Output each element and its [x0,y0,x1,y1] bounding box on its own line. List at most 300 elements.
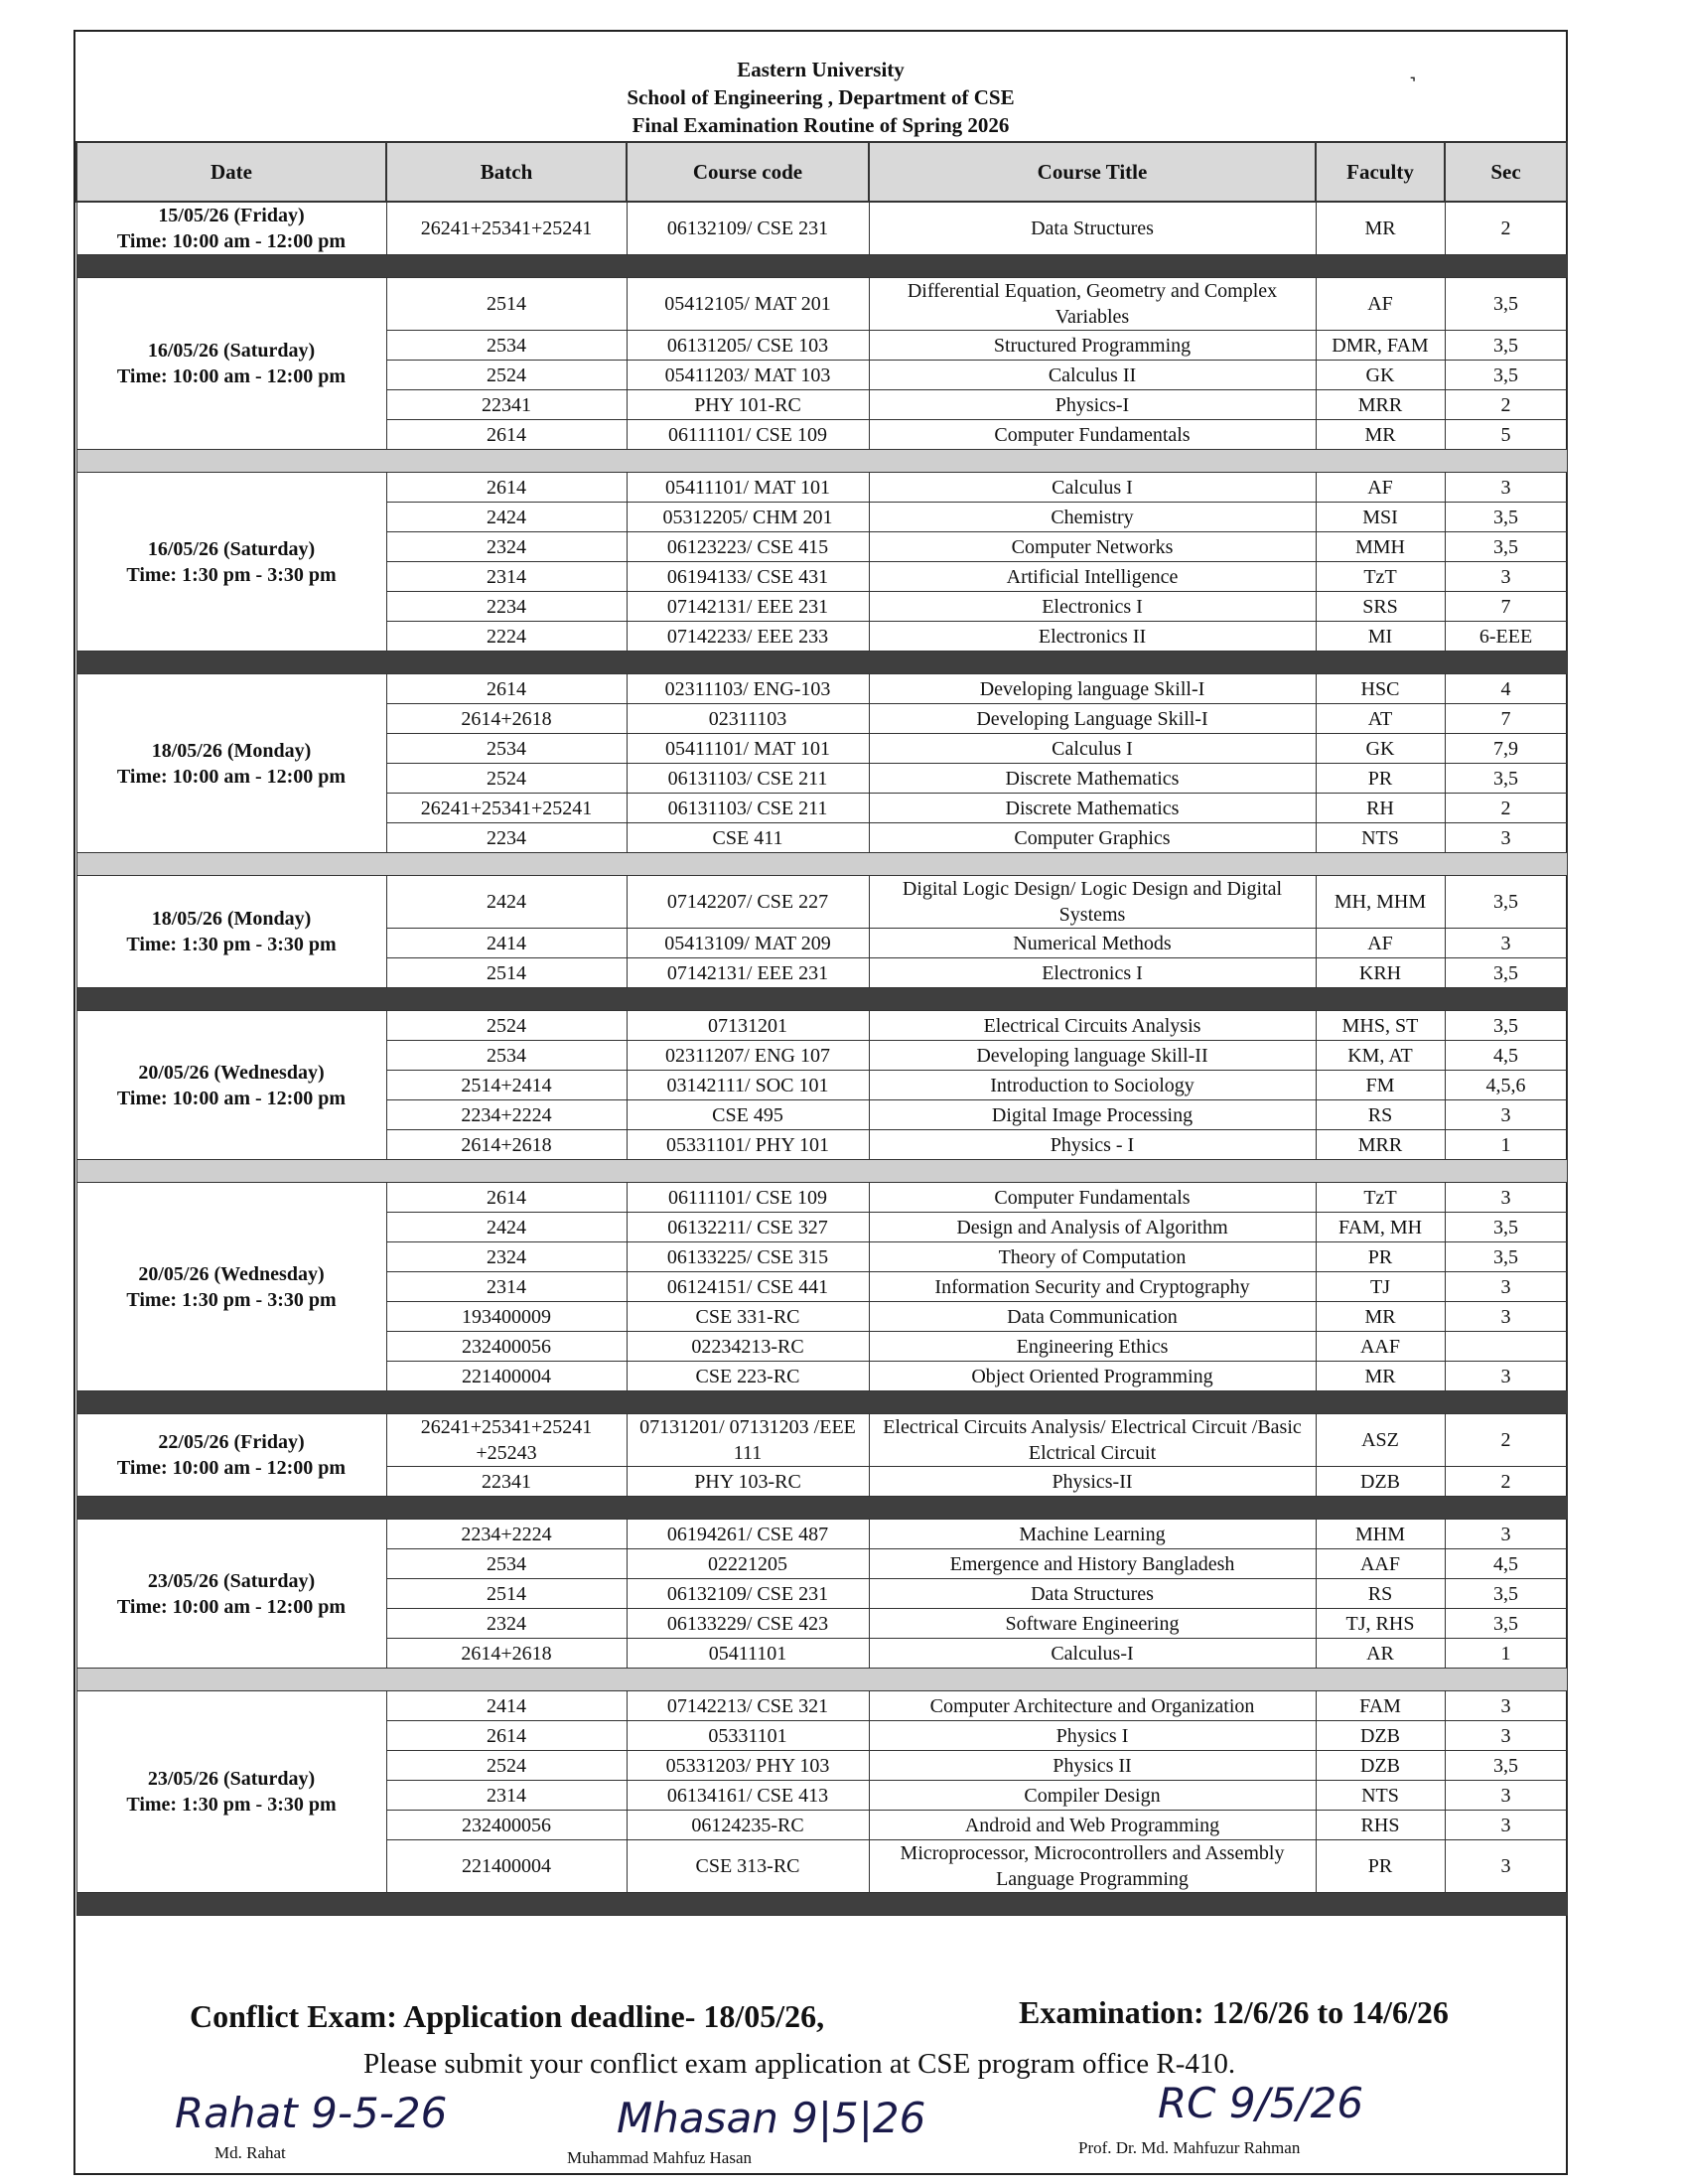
group-separator [76,652,1567,674]
exam-time: Time: 10:00 am - 12:00 pm [116,230,347,252]
batch-cell: 2524 [386,361,627,390]
course-title-cell: Microprocessor, Microcontrollers and Assembly Language Programming [869,1840,1316,1893]
section-cell: 3,5 [1445,764,1567,794]
routine-title: Final Examination Routine of Spring 2026 [632,113,1010,137]
batch-cell: 2534 [386,331,627,361]
batch-cell: 232400056 [386,1811,627,1840]
signatory-name-rahman: Prof. Dr. Md. Mahfuzur Rahman [1078,2138,1301,2157]
exam-time: Time: 10:00 am - 12:00 pm [116,1087,347,1109]
section-cell: 2 [1445,794,1567,823]
section-cell: 4,5 [1445,1041,1567,1071]
faculty-cell: MR [1316,420,1445,450]
course-title-cell: Chemistry [869,503,1316,532]
course-title-cell: Data Structures [869,202,1316,255]
section-cell: 3,5 [1445,876,1567,929]
exam-date: 18/05/26 (Monday) [151,908,312,930]
column-header-course-title: Course Title [869,142,1316,202]
section-cell: 3 [1445,1691,1567,1721]
faculty-cell: KRH [1316,958,1445,988]
section-cell: 1 [1445,1130,1567,1160]
course-code-cell: 03142111/ SOC 101 [627,1071,869,1100]
exam-date-cell [76,1520,386,1669]
course-code-cell: 02311103 [627,704,869,734]
batch-cell: 2514 [386,1579,627,1609]
course-code-cell: 07142213/ CSE 321 [627,1691,869,1721]
section-cell: 4 [1445,674,1567,704]
table-row [76,1691,1567,1721]
exam-date-cell [76,278,386,450]
course-code-cell: 06111101/ CSE 109 [627,420,869,450]
faculty-cell: FM [1316,1071,1445,1100]
exam-date-cell [76,674,386,853]
exam-date: 22/05/26 (Friday) [158,1431,305,1453]
table-row [76,473,1567,503]
section-cell: 3,5 [1445,331,1567,361]
batch-cell: 2234 [386,823,627,853]
faculty-cell: TJ [1316,1272,1445,1302]
routine-table [75,141,1568,1916]
section-cell: 3,5 [1445,278,1567,331]
course-title-cell: Introduction to Sociology [869,1071,1316,1100]
faculty-cell: DZB [1316,1467,1445,1497]
routine-header [75,32,1566,141]
batch-cell: 2314 [386,1781,627,1811]
table-row [76,278,1567,331]
faculty-cell: TJ, RHS [1316,1609,1445,1639]
batch-cell: 2424 [386,1213,627,1242]
batch-cell: 2514 [386,278,627,331]
signature-rahman: RC 9/5/26 [1158,2079,1364,2127]
faculty-cell: NTS [1316,1781,1445,1811]
course-code-cell: 06194133/ CSE 431 [627,562,869,592]
signatory-name-hasan: Muhammad Mahfuz Hasan [567,2148,753,2167]
faculty-cell: MR [1316,1302,1445,1332]
exam-date: 16/05/26 (Saturday) [147,537,316,560]
separator-bar [76,255,1567,278]
course-code-cell: 06124151/ CSE 441 [627,1272,869,1302]
section-cell: 2 [1445,390,1567,420]
separator-bar [76,1497,1567,1520]
course-title-cell: Data Structures [869,1579,1316,1609]
section-cell: 3,5 [1445,532,1567,562]
course-title-cell: Computer Graphics [869,823,1316,853]
course-code-cell: 05411203/ MAT 103 [627,361,869,390]
section-cell: 3,5 [1445,361,1567,390]
exam-time: Time: 10:00 am - 12:00 pm [116,1595,347,1618]
batch-cell: 2524 [386,1011,627,1041]
section-cell: 3 [1445,1302,1567,1332]
batch-cell: 2534 [386,1549,627,1579]
signatory-name-rahat: Md. Rahat [214,2143,286,2162]
separator-bar [76,988,1567,1011]
course-title-cell: Data Communication [869,1302,1316,1332]
group-separator [76,1497,1567,1520]
course-code-cell: 05331101/ PHY 101 [627,1130,869,1160]
group-separator [76,255,1567,278]
section-cell: 3 [1445,1811,1567,1840]
course-code-cell: PHY 101-RC [627,390,869,420]
batch-cell: 22341 [386,1467,627,1497]
faculty-cell: GK [1316,734,1445,764]
course-code-cell: 02221205 [627,1549,869,1579]
course-code-cell: 06134161/ CSE 413 [627,1781,869,1811]
course-title-cell: Electronics I [869,592,1316,622]
batch-cell: 221400004 [386,1362,627,1391]
course-title-cell: Developing language Skill-I [869,674,1316,704]
course-code-cell: CSE 495 [627,1100,869,1130]
course-title-cell: Design and Analysis of Algorithm [869,1213,1316,1242]
tick-mark: ˺ [1408,72,1417,100]
batch-cell: 2234+2224 [386,1520,627,1549]
section-cell: 3,5 [1445,1609,1567,1639]
section-cell: 3 [1445,1100,1567,1130]
group-separator [76,853,1567,876]
exam-time: Time: 10:00 am - 12:00 pm [116,365,347,387]
section-cell: 3,5 [1445,1011,1567,1041]
course-code-cell: 07142131/ EEE 231 [627,958,869,988]
section-cell: 3,5 [1445,503,1567,532]
faculty-cell: PR [1316,1840,1445,1893]
section-cell: 3 [1445,1362,1567,1391]
course-title-cell: Engineering Ethics [869,1332,1316,1362]
section-cell: 3 [1445,562,1567,592]
faculty-cell: AAF [1316,1549,1445,1579]
column-header-sec: Sec [1445,142,1567,202]
course-title-cell: Discrete Mathematics [869,764,1316,794]
table-row [76,1520,1567,1549]
batch-cell: 2614 [386,674,627,704]
course-title-cell: Electrical Circuits Analysis/ Electrical Circuit /Basic Elctrical Circuit [869,1414,1316,1467]
course-code-cell: 02234213-RC [627,1332,869,1362]
school-name: School of Engineering , Department of CSE [627,85,1015,109]
group-separator [76,1893,1567,1916]
faculty-cell: AR [1316,1639,1445,1669]
batch-cell: 193400009 [386,1302,627,1332]
course-title-cell: Software Engineering [869,1609,1316,1639]
exam-date-cell [76,1414,386,1497]
batch-cell: 2614+2618 [386,1639,627,1669]
course-code-cell: 06132211/ CSE 327 [627,1213,869,1242]
batch-cell: 2324 [386,1242,627,1272]
course-code-cell: 06131205/ CSE 103 [627,331,869,361]
section-cell: 7 [1445,592,1567,622]
exam-date: 18/05/26 (Monday) [151,739,312,762]
section-cell: 2 [1445,202,1567,255]
course-title-cell: Emergence and History Bangladesh [869,1549,1316,1579]
course-code-cell: 05412105/ MAT 201 [627,278,869,331]
course-title-cell: Electrical Circuits Analysis [869,1011,1316,1041]
routine-body [76,202,1567,1916]
footer [75,1984,1566,2173]
batch-cell: 26241+25341+25241 [386,202,627,255]
course-code-cell: 07142131/ EEE 231 [627,592,869,622]
course-code-cell: 07131201 [627,1011,869,1041]
batch-cell: 2514+2414 [386,1071,627,1100]
batch-cell: 22341 [386,390,627,420]
section-cell: 7 [1445,704,1567,734]
separator-bar [76,853,1567,876]
course-title-cell: Digital Image Processing [869,1100,1316,1130]
faculty-cell: KM, AT [1316,1041,1445,1071]
faculty-cell: AT [1316,704,1445,734]
batch-cell: 2414 [386,929,627,958]
group-separator [76,1160,1567,1183]
course-code-cell: 07131201/ 07131203 /EEE 111 [627,1414,869,1467]
section-cell: 4,5 [1445,1549,1567,1579]
section-cell: 1 [1445,1639,1567,1669]
table-row [76,674,1567,704]
separator-bar [76,1160,1567,1183]
batch-cell: 2614 [386,473,627,503]
section-cell: 3 [1445,473,1567,503]
faculty-cell: DMR, FAM [1316,331,1445,361]
university-name: Eastern University [737,58,905,81]
exam-date-cell [76,1183,386,1391]
course-title-cell: Physics-I [869,390,1316,420]
batch-cell: 2424 [386,876,627,929]
exam-date: 23/05/26 (Saturday) [147,1768,316,1790]
section-cell: 4,5,6 [1445,1071,1567,1100]
course-code-cell: CSE 411 [627,823,869,853]
group-separator [76,1669,1567,1691]
course-title-cell: Electronics I [869,958,1316,988]
course-code-cell: 07142207/ CSE 227 [627,876,869,929]
course-title-cell: Computer Fundamentals [869,1183,1316,1213]
course-title-cell: Machine Learning [869,1520,1316,1549]
faculty-cell: FAM, MH [1316,1213,1445,1242]
section-cell: 3,5 [1445,1579,1567,1609]
course-title-cell: Calculus-I [869,1639,1316,1669]
faculty-cell: MMH [1316,532,1445,562]
faculty-cell: FAM [1316,1691,1445,1721]
batch-cell: 2534 [386,734,627,764]
course-code-cell: 05411101/ MAT 101 [627,473,869,503]
batch-cell: 2514 [386,958,627,988]
batch-cell: 2234+2224 [386,1100,627,1130]
signature-rahat: Rahat 9-5-26 [175,2089,448,2137]
batch-cell: 2314 [386,1272,627,1302]
section-cell: 3 [1445,823,1567,853]
separator-bar [76,652,1567,674]
group-separator [76,450,1567,473]
submission-note: Please submit your conflict exam application at CSE program office R-410. [363,2048,1236,2080]
course-title-cell: Electronics II [869,622,1316,652]
group-separator [76,988,1567,1011]
faculty-cell: MRR [1316,390,1445,420]
faculty-cell: AAF [1316,1332,1445,1362]
conflict-examination-dates: Examination: 12/6/26 to 14/6/26 [1019,1994,1449,2030]
section-cell: 3 [1445,929,1567,958]
faculty-cell: TzT [1316,1183,1445,1213]
course-code-cell: 05331101 [627,1721,869,1751]
section-cell: 3,5 [1445,1213,1567,1242]
table-row [76,1011,1567,1041]
batch-cell: 2424 [386,503,627,532]
section-cell: 3 [1445,1183,1567,1213]
exam-time: Time: 10:00 am - 12:00 pm [116,765,347,788]
table-header-row [76,142,1567,202]
faculty-cell: MSI [1316,503,1445,532]
section-cell: 6-EEE [1445,622,1567,652]
course-title-cell: Android and Web Programming [869,1811,1316,1840]
batch-cell: 2314 [386,562,627,592]
course-title-cell: Theory of Computation [869,1242,1316,1272]
section-cell: 7,9 [1445,734,1567,764]
exam-time: Time: 1:30 pm - 3:30 pm [126,1794,337,1816]
faculty-cell: SRS [1316,592,1445,622]
batch-cell: 2614 [386,420,627,450]
faculty-cell: AF [1316,278,1445,331]
exam-date: 16/05/26 (Saturday) [147,340,316,362]
course-code-cell: 05411101/ MAT 101 [627,734,869,764]
column-header-faculty: Faculty [1316,142,1445,202]
course-code-cell: 06131103/ CSE 211 [627,764,869,794]
batch-cell: 2234 [386,592,627,622]
course-title-cell: Object Oriented Programming [869,1362,1316,1391]
course-code-cell: 06133229/ CSE 423 [627,1609,869,1639]
course-code-cell: 06123223/ CSE 415 [627,532,869,562]
course-title-cell: Physics-II [869,1467,1316,1497]
course-title-cell: Discrete Mathematics [869,794,1316,823]
course-title-cell: Differential Equation, Geometry and Complex Variables [869,278,1316,331]
course-code-cell: 05411101 [627,1639,869,1669]
faculty-cell: MR [1316,1362,1445,1391]
exam-date-cell [76,202,386,255]
course-code-cell: 06131103/ CSE 211 [627,794,869,823]
course-code-cell: CSE 313-RC [627,1840,869,1893]
section-cell: 3 [1445,1272,1567,1302]
course-title-cell: Computer Architecture and Organization [869,1691,1316,1721]
batch-cell: 2324 [386,1609,627,1639]
exam-time: Time: 10:00 am - 12:00 pm [116,1457,347,1479]
faculty-cell: ASZ [1316,1414,1445,1467]
course-title-cell: Physics I [869,1721,1316,1751]
course-title-cell: Structured Programming [869,331,1316,361]
faculty-cell: RH [1316,794,1445,823]
course-title-cell: Calculus II [869,361,1316,390]
exam-date: 15/05/26 (Friday) [158,205,305,226]
faculty-cell: PR [1316,1242,1445,1272]
section-cell: 2 [1445,1414,1567,1467]
course-code-cell: 06132109/ CSE 231 [627,202,869,255]
batch-cell: 2524 [386,764,627,794]
faculty-cell: TzT [1316,562,1445,592]
course-code-cell: 06133225/ CSE 315 [627,1242,869,1272]
separator-bar [76,1669,1567,1691]
section-cell: 5 [1445,420,1567,450]
course-title-cell: Numerical Methods [869,929,1316,958]
faculty-cell: MHS, ST [1316,1011,1445,1041]
section-cell: 3 [1445,1721,1567,1751]
exam-routine-page [73,30,1568,2175]
batch-cell: 2534 [386,1041,627,1071]
course-title-cell: Artificial Intelligence [869,562,1316,592]
faculty-cell: RS [1316,1579,1445,1609]
exam-time: Time: 1:30 pm - 3:30 pm [126,563,337,586]
faculty-cell: NTS [1316,823,1445,853]
batch-cell: 2614 [386,1721,627,1751]
faculty-cell: DZB [1316,1721,1445,1751]
batch-cell: 2524 [386,1751,627,1781]
batch-cell: 2614 [386,1183,627,1213]
table-row [76,202,1567,255]
course-title-cell: Calculus I [869,473,1316,503]
table-row [76,1183,1567,1213]
faculty-cell: MRR [1316,1130,1445,1160]
faculty-cell: PR [1316,764,1445,794]
separator-bar [76,1893,1567,1916]
course-title-cell: Compiler Design [869,1781,1316,1811]
exam-date: 23/05/26 (Saturday) [147,1569,316,1592]
section-cell [1445,1332,1567,1362]
exam-date: 20/05/26 (Wednesday) [138,1262,325,1285]
course-title-cell: Physics - I [869,1130,1316,1160]
table-row [76,1414,1567,1467]
section-cell: 2 [1445,1467,1567,1497]
batch-cell: 2324 [386,532,627,562]
section-cell: 3,5 [1445,958,1567,988]
conflict-deadline: Conflict Exam: Application deadline- 18/05/26, [190,1998,825,2034]
course-title-cell: Computer Networks [869,532,1316,562]
faculty-cell: RHS [1316,1811,1445,1840]
section-cell: 3 [1445,1781,1567,1811]
course-code-cell: 02311207/ ENG 107 [627,1041,869,1071]
faculty-cell: GK [1316,361,1445,390]
faculty-cell: AF [1316,473,1445,503]
signature-hasan: Mhasan 9|5|26 [617,2094,926,2142]
course-code-cell: 06111101/ CSE 109 [627,1183,869,1213]
column-header-date: Date [76,142,386,202]
batch-cell: 26241+25341+25241 [386,794,627,823]
course-code-cell: CSE 331-RC [627,1302,869,1332]
exam-date-cell [76,1691,386,1893]
batch-cell: 2224 [386,622,627,652]
course-title-cell: Information Security and Cryptography [869,1272,1316,1302]
batch-cell: 2614+2618 [386,704,627,734]
table-row [76,876,1567,929]
course-code-cell: CSE 223-RC [627,1362,869,1391]
course-title-cell: Digital Logic Design/ Logic Design and Digital Systems [869,876,1316,929]
section-cell: 3 [1445,1840,1567,1893]
separator-bar [76,450,1567,473]
section-cell: 3,5 [1445,1242,1567,1272]
faculty-cell: MR [1316,202,1445,255]
faculty-cell: MHM [1316,1520,1445,1549]
column-header-batch: Batch [386,142,627,202]
course-title-cell: Developing Language Skill-I [869,704,1316,734]
course-code-cell: 05312205/ CHM 201 [627,503,869,532]
exam-date-cell [76,876,386,988]
batch-cell: 232400056 [386,1332,627,1362]
section-cell: 3 [1445,1520,1567,1549]
separator-bar [76,1391,1567,1414]
course-code-cell: 06132109/ CSE 231 [627,1579,869,1609]
group-separator [76,1391,1567,1414]
course-title-cell: Calculus I [869,734,1316,764]
batch-cell: 2614+2618 [386,1130,627,1160]
exam-date-cell [76,1011,386,1160]
faculty-cell: HSC [1316,674,1445,704]
faculty-cell: MI [1316,622,1445,652]
course-code-cell: 05413109/ MAT 209 [627,929,869,958]
course-code-cell: 06124235-RC [627,1811,869,1840]
column-header-course-code: Course code [627,142,869,202]
exam-date: 20/05/26 (Wednesday) [138,1061,325,1084]
course-code-cell: 07142233/ EEE 233 [627,622,869,652]
course-code-cell: 05331203/ PHY 103 [627,1751,869,1781]
course-title-cell: Developing language Skill-II [869,1041,1316,1071]
batch-cell: 26241+25341+25241 +25243 [386,1414,627,1467]
